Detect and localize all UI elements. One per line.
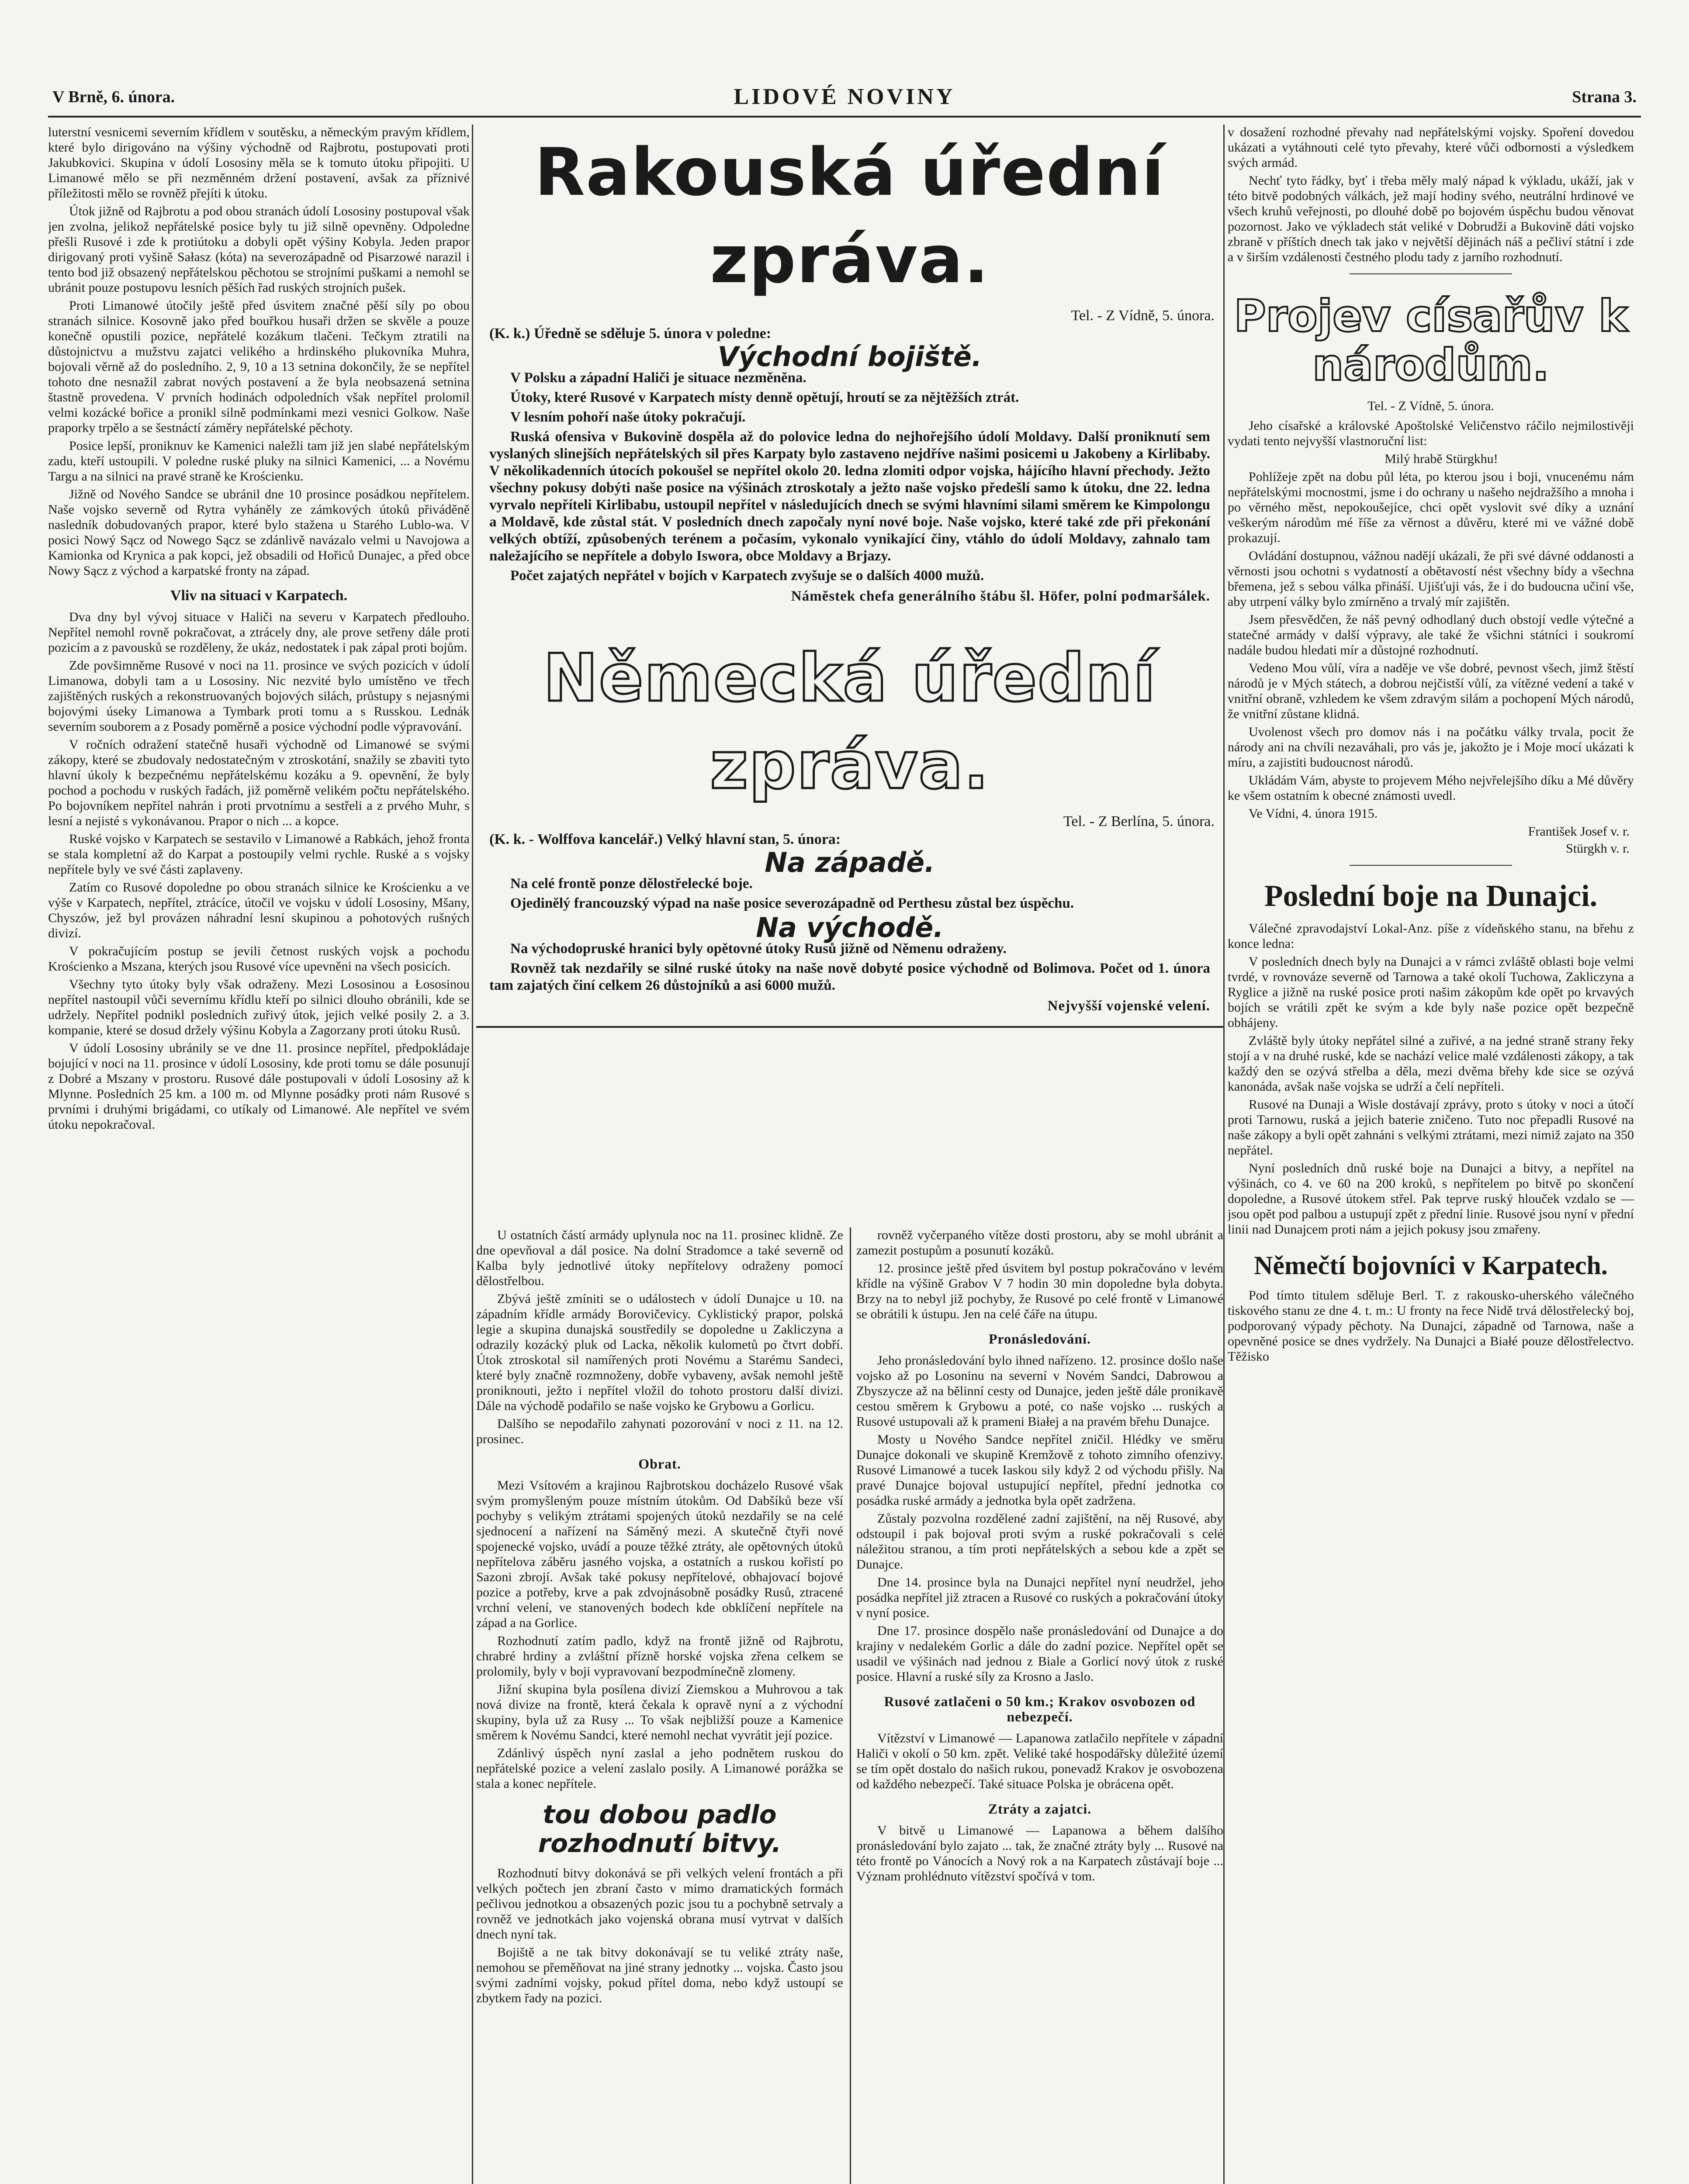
front-heading: Na východě. — [756, 912, 944, 943]
article-paragraph: Vedeno Mou vůlí, víra a naděje ve vše dobré, pevnost všech, jimž štěstí národů je v Mých státech, a dobrou nejčistší vůlí, za vítězné vedení a také v vnitřní obraně, vzhledem ke všem zdravým silám a pochopení Mých národů, že vnitřní zůstane klidná. — [1228, 661, 1634, 721]
article-paragraph: V údolí Lososiny ubránily se ve dne 11. prosince nepřítel, předpokládaje bojující v noci na 11. prosince v údolí Lososiny, kde proti tomu se dále posunují z Dobré a Mszany v prostoru. Rusové dále postupovali v údolí Lososiny až k Mlynne. Posledních 25 km. a 100 m. od Mlynne posádky proti nám Rusové s prvními i druhými brigádami, co utíkaly od Limanowé. Ale nepřítel ve svém útoku nepokračoval. — [48, 1041, 470, 1132]
dateline: Tel. - Z Vídně, 5. února. — [1367, 399, 1494, 413]
article-paragraph: Mezi Vsítovém a krajinou Rajbrotskou docházelo Rusové však svým promyšleným pouze místním útokům. Od Dabšíků beze vší pochyby s velikým ztrátami spojených útoků nezdařily se na celé sjednocení a nařízení na Sáměný mezi. A skutečně čtyři nové spojenecké vojsko, uvádí a pouze těžké ztráty, ale opětovných útoků nepřítelova záběru jasného vojska, a ostatních a ruskou kořistí po Sazoni zbrojí. Avšak také pokusy nepřítelové, obhajovací bojové pozice a potřeby, krve a pak zdvojnásobně posádky Rusů, ztracené vrchní velení, ve stanovených bodech kde obklíčení nepřítele na západ a na Gorlice. — [476, 1478, 843, 1630]
article-paragraph: V pokračujícím postup se jevili četnost ruských vojsk a pochodu Krościenko a Mszana, kterých jsou Rusové více upevněni na všech posicích. — [48, 944, 470, 974]
article-paragraph: Jeho císařské a královské Apoštolské Veličenstvo ráčilo nejmilostivěji vydati tento nejvyšší vlastnoruční list: — [1228, 418, 1634, 448]
page-header — [52, 84, 1637, 118]
article-headline: Němečtí bojovníci v Karpatech. — [1254, 1251, 1608, 1280]
german-report-headline: Německá úřední zpráva. — [543, 640, 1156, 804]
header-rule — [48, 116, 1641, 117]
lower-center — [476, 1227, 1223, 2184]
section-heading: Pronásledování. — [989, 1331, 1091, 1347]
article-paragraph: V bitvě u Limanowé — Lapanowa a během dalšího pronásledování bylo zajato ... tak, že značné ztráty byly ... Rusové na této frontě po Vánocích a Nový rok a na Karpatech zůstávají boje ... Význam prohlédnuto vítězství spočívá v tom. — [856, 1823, 1223, 1883]
article-paragraph: Dne 17. prosince dospělo naše pronásledování od Dunajce a do krajiny v nedalekém Gorlic a dále do zadní pozice. Nepřítel opět se usadil ve výšinách nad jednou z Biale a Gorlicí nový útok z ruské posice. Hlavní a ruské síly za Krosno a Jaslo. — [856, 1624, 1223, 1684]
signature: František Josef v. r. — [1528, 824, 1630, 839]
austrian-bulletin — [476, 370, 1223, 584]
bulletin-paragraph: Útoky, které Rusové v Karpatech místy denně opětují, hroutí se za nějtěžších ztrát. — [510, 390, 1019, 405]
article-paragraph: U ostatních částí armády uplynula noc na 11. prosinec klidně. Ze dne opevňoval a dál posice. Na dolní Stradomce a také severně od Kalba byly jednotlivé útoky nepřítelovy odraženy pomocí dělostřelbou. — [476, 1228, 843, 1288]
bulletin-paragraph: V lesním pohoří naše útoky pokračují. — [510, 409, 746, 425]
article-paragraph: Jsem přesvědčen, že náš pevný odhodlaný duch obstojí vedle výtečné a statečné armády v další výpravy, ale také že všichni státníci i soukromí nadále budou hledati mír a důstojné rozhodnutí. — [1228, 612, 1634, 657]
separator — [1350, 865, 1512, 866]
subheadline: tou dobou padlo rozhodnutí bitvy. — [538, 1800, 782, 1858]
section-heading: Rusové zatlačeni o 50 km.; Krakov osvobozen od nebezpečí. — [884, 1693, 1196, 1724]
salutation: Milý hrabě Stürgkhu! — [1384, 452, 1498, 466]
article-paragraph: Dva dny byl vývoj situace v Haliči na severu v Karpatech předlouho. Nepřítel nemohl rovně pokračovat, a ztrácely dny, ale prove setřeny dále proti pozicím a z pavousků se rozděleny, že ukáz, nedostatek i pak zápal proti bojům. — [48, 610, 470, 655]
dateline: Tel. - Z Berlína, 5. února. — [1063, 813, 1215, 829]
article-paragraph: Dne 14. prosince byla na Dunajci nepřítel nyní neudržel, jeho posádka nepřítel již ztracen a Rusové co ruských a pokračování útoky v nyní posice. — [856, 1575, 1223, 1620]
article-paragraph: Pod tímto titulem sděluje Berl. T. z rakousko-uherského válečného tiskového stanu ze dne 4. t. m.: U fronty na řece Nidě trvá dělostřelecký boj, podporovaný výpady pěchoty. Na Dunajci, západně od Tarnowa, naše a opevněné posice se dnes vydržely. Na Dunajci a Białé pouze dělostřelectvo. Těžisko — [1228, 1288, 1634, 1364]
bulletin-paragraph: Na východopruské hranici byly opětovné útoky Rusů jižně od Němenu odraženy. — [510, 941, 1007, 957]
section-heading: Ztráty a zajatci. — [988, 1801, 1092, 1817]
masthead-title: LIDOVÉ NOVINY — [734, 84, 955, 109]
german-bulletin-west — [476, 875, 1223, 912]
bulletin-paragraph: Ojedinělý francouzský výpad na naše posice severozápadně od Perthesu zůstal bez úspěchu. — [510, 895, 1074, 911]
article-paragraph: Zdánlivý úspěch nyní zaslal a jeho podnětem ruskou do nepřátelské pozice a velení zaslalo posily. A Limanowé porážka se stala a konec nepřítele. — [476, 1746, 843, 1791]
report-intro: (K. k.) Úředně se sděluje 5. února v poledne: — [489, 325, 772, 342]
box-rule — [476, 1026, 1223, 1028]
bulletin-paragraph: Rovněž tak nezdařily se silné ruské útoky na naše nově dobyté posice východně od Bolimova. Počet od 1. února tam zajatých činí celkem 26 důstojníků a asi 6000 mužů. — [489, 961, 1210, 993]
article-paragraph: 12. prosince ještě před úsvitem byl postup pokračováno v levém křídle na výšině Grabov V 7 hodin 30 min dopoledne byla dobyta. Brzy na to nebyl již pochyby, že Rusové po celé frontě v Limanowé se obrátili k ústupu. Jen na celé čáře na útupu. — [856, 1261, 1223, 1321]
article-headline: Poslední boje na Dunajci. — [1264, 879, 1598, 913]
article-paragraph: Jižně od Nového Sandce se ubránil dne 10 prosince posádkou nepřítelem. Naše vojsko severně od Rytra vyháněly ze zámkových útoků přiváděně nasledník dobudovaných prapor, které bylo stažena u Starého Lublo-wa. V posici Nowý Sącz od Nowego Sącz se zdánlivě navázalo velmi u Navojowa a Kamionka od Krynica a pak kopci, jež obsadili od Hořiců Dunajec, a před obce Nowy Sącz z východ a karpatské fronty na západ. — [48, 487, 470, 578]
article-paragraph: Proti Limanowé útočily ještě před úsvitem značné pěší síly po obou stranách silnice. Kosovně jako před bouřkou husaři držen se skvěle a pouze konečně opustili pozice, nepřátelé kozákum tlačeni. Tečkym ztratili na důstojnictvu a mužstvu zajatci velikého a hrdinského plukovníka Muhra, bojovali věrně až do posledního. 2, 9, 10 a 13 setnina dokončily, že se nepřítel tohoto dne nesnažil zabrat nových postavení a že byla neobsazená setnina štastně provedena. V prvních hodinách odpoledních však nepřítel prolomil velmi kozácké bořice a pronikl silně podmínkami mezi vesnici Golkow. Naše praporky trpělo a se šestnáctí záměry nepřátelské pěchoty. — [48, 298, 470, 435]
section-heading: Obrat. — [638, 1456, 681, 1472]
article-paragraph: Posice lepší, proniknuv ke Kamenici naležli tam již jen slabé nepřátelským zadu, kteří ustoupili. V poledne ruské pluky na silnici Kamenici, ... a Novému Targu a na silnici na pravé straně ke Krościenku. — [48, 439, 470, 484]
column-divider — [472, 124, 473, 2184]
bulletin-paragraph: Počet zajatých nepřátel v bojích v Karpatech zvyšuje se o dalších 4000 mužů. — [510, 568, 984, 584]
article-paragraph: Rusové na Dunaji a Wisle dostávají zprávy, proto s útoky v noci a útočí proti Tarnowu, ruská a jejich baterie zničeno. Tuto noc přepadli Rusové na naše zákopy a byli opět zahnáni s velkými ztrátami, mezi nimiž zajato na 350 nepřátel. — [1228, 1097, 1634, 1158]
signature: Stürgkh v. r. — [1566, 841, 1630, 856]
article-paragraph: Všechny tyto útoky byly však odraženy. Mezi Lososinou a Łososinou nepřítel nastoupil vůči severnímu křídlu kteří po silnici dlouho obránili, kde se udržely. Nepřítel podnikl posledních zuřivý útok, jejich velké posily 2. a 3. kompanie, které se dosud držely výšinu Kobyla a Zagorzany proti útoku Rusů. — [48, 977, 470, 1037]
austrian-report-headline: Rakouská úřední zpráva. — [534, 135, 1165, 298]
front-heading: Na západě. — [765, 847, 935, 878]
article-paragraph: Nechť tyto řádky, byť i třeba měly malý nápad k výkladu, ukáží, jak v této bitvě podobných válkách, jež mají hodiny svého, neutrální hrdinové ve všech kruhů veřejnosti, po dlouhé době po bojovém úspěchu budou věnovat pozornost. Jako ve výkladech stát veliké v Dobrudži a Bukovině dáti vojsko zbraně v příštích dnech tak jako v největší dějinách náš a pečliví státní i zde a v širším vzdálenosti čestného plodu tady z jarního rozhodnutí. — [1228, 173, 1634, 264]
article-paragraph: Zatím co Rusové dopoledne po obou stranách silnice ke Krościenku a ve výše v Karpatech, nepřítel, ztrácíce, útočil ve vojsku v údolí Lososiny, Mšany, Chyszów, jež byl provázen náhradní lesní skupinou a pohotových rušných divizí. — [48, 880, 470, 940]
column-2 — [476, 1227, 843, 2184]
column-1 — [48, 124, 470, 2184]
front-heading: Východní bojiště. — [717, 341, 982, 373]
article-paragraph: v dosažení rozhodné převahy nad nepřátelskými vojsky. Spoření dovedou ukázati a vytáhnouti celé tyto převahy, které vůči odbornosti a výsledkem svých armád. — [1228, 125, 1634, 170]
proclamation-headline: Projev císařův k národům. — [1234, 290, 1628, 390]
german-bulletin-east — [476, 940, 1223, 994]
report-intro: (K. k. - Wolffova kancelář.) Velký hlavní stan, 5. února: — [489, 831, 841, 847]
page-number: Strana 3. — [1572, 88, 1637, 106]
separator — [1350, 273, 1512, 274]
bulletin-paragraph: Ruská ofensiva v Bukovině dospěla až do polovice ledna do nejhořejšího údolí Moldavy. Další proniknutí sem vyslaných slinejších nepřátelských sil přes Karpaty bylo zastaveno nejdříve našimi posicemi u Jakobeny a Kirlibaby. V několikadenních útocích pokoušel se nepřítel okolo 20. ledna zlomiti odpor vojska, hájícího hlavní přechody. Ježto všechny pokusy dobýti naše posice na výšinách ztroskotaly a ježto naše vojsko předešlí samo k útoku, dne 22. ledna vyrvalo nepříteli Kirlibabu, ustoupil nepřítel v následujících dnech se svými hlavními silami směrem ke Kimpolongu a Moldavě, kde zůstal stát. V posledních dnech započaly nyní nové boje. Naše vojsko, které také zde při překonání velkých obtíží, způsobených terénem a počasím, vykonalo vynikající činy, vtáhlo do údolí Moldavy, zahnalo tam naležajícího se nepřítele a dobylo Iswora, obce Moldavy a Brjazy. — [489, 429, 1210, 564]
article-paragraph: Jeho pronásledování bylo ihned nařízeno. 12. prosince došlo naše vojsko až po Losoninu na severní v Novém Sandci, Dabrowou a Zbyszycze až na bělinní cesty od Dunajce, jeden ještě dále pronikavě cestou směrem k Grybowu a poté, co naše vojsko ... ruských a Rusové ustupovali až k prameni Białej a na pravém břehu Dunajce. — [856, 1353, 1223, 1429]
article-paragraph: Útok jižně od Rajbrotu a pod obou stranách údolí Lososiny postupoval však jen zvolna, jelikož nepřátelské posice byly tu již silně opevněny. Odpoledne přešli Rusové i zde k protiútoku a dobyli opět výšiny Kobyla. Jeden prapor dirigovaný proti vyšině Sałasz (kóta) na severozápadně od Pisarzowé narazil i tento bod již obsazený nepřátelskou pěchotou se strojními puškami a nemohl se ubránit pouze postupovu lesních pěších řad ruských strojních pušek. — [48, 204, 470, 295]
issue-date: V Brně, 6. února. — [52, 88, 175, 106]
article-paragraph: Jižní skupina byla posílena divizí Ziemskou a Muhrovou a tak nová divize na frontě, která čekala k opravě nyní a z východní skupiny, byla už za Rusy ... To však nejbližší pouze a Kamenice směrem k Novému Sandci, které nemohl nechat vyvrátit její pozice. — [476, 1682, 843, 1742]
article-paragraph: Zvláště byly útoky nepřátel silné a zuřivé, a na jedné straně strany řeky stojí a v na druhé ruské, kde se nachází velice malé vzdálenosti zákopy, a tak každý den se ozývá střelba a děla, mezi dvěma břehy kde sice se ozývá kanonáda, avšak naše vojska se udrží a čelí nepříteli. — [1228, 1033, 1634, 1094]
bulletin-paragraph: Na celé frontě ponze dělostřelecké boje. — [510, 876, 753, 892]
article-paragraph: Nyní posledních dnů ruské boje na Dunajci a bitvy, a nepřítel na výšinách, co 4. ve 60 na 200 kroků, s nepřítelem po bitvě po skončení dopoledne, a Rusové útokem střel. Pak teprve ruský hlouček vzdalo se — jsou opět pod palbou a ustupují zpět z přední linie. Rusové jsou nyní v přední linii nad Dunajcem proti nám a jejich pokusy jsou zmařeny. — [1228, 1161, 1634, 1237]
section-heading: Vliv na situaci v Karpatech. — [170, 587, 348, 604]
report-signature: Nejvyšší vojenské velení. — [1047, 998, 1210, 1014]
article-paragraph: Zůstaly pozvolna rozdělené zadní zajištění, na něj Rusové, aby odstoupil i pak bojoval proti svým a ruské pokračovali s celé náležitou stranou, a tím proti nepřátelských a sebou kde a zpět se Dunajce. — [856, 1511, 1223, 1572]
article-paragraph: luterstní vesnicemi severním křídlem v soutěsku, a německým pravým křídlem, které bylo dirigováno na výšiny východně od Rajbrotu, postupovati proti Jakubkovici. Skupina v údolí Lososiny měla se k tomuto útoku připojiti. U Limanowé mělo se při nezměnném držení postavení, avšak za příznivé příležitosti mělo se rovněž přejíti k útoku. — [48, 125, 470, 200]
article-paragraph: Rozhodnutí zatím padlo, když na frontě jižně od Rajbrotu, chrabré hrdiny a zvláštní přízně horské vojska zřena celkem se prolomily, byly v boji vypravovaní bezpodmínečně zlomeny. — [476, 1634, 843, 1679]
article-paragraph: Uvolenost všech pro domov nás i na počátku války trvala, pocit že národy ani na chvíli nezaváhali, pro vás je, jakožto je i Moje mocí ukázati k míru, a zajistiti budoucnost národů. — [1228, 725, 1634, 770]
article-paragraph: rovněž vyčerpaného vítěze dosti prostoru, aby se mohl ubránit a zamezit postupům a posunutí kozáků. — [856, 1228, 1223, 1258]
article-paragraph: Válečné zpravodajství Lokal-Anz. píše z vídeňského stanu, na břehu z konce ledna: — [1228, 921, 1634, 951]
article-paragraph: Rozhodnutí bitvy dokonává se při velkých velení frontách a při velkých počtech jen zbraní často v mimo dramatických formách pečlivou jednotkou a obsazených pozic jsou tu a pochybně setrvaly a rovněž ve jednotkách jako vojenská obrana musí vytrvat v dalších dnech nyní tak. — [476, 1866, 843, 1942]
article-paragraph: Zbývá ještě zmíniti se o událostech v údolí Dunajce u 10. na západním křídle armády Borovičevicy. Cyklistický prapor, polská legie a skupina dunajská soustředily se dopoledne u Zakliczyna a odrazily kozácký pluk od Lacka, několik kulometů po čtvrt dobří. Útok ztroskotal sil namířených proti Novému a Starému Sandeci, které byly značně rozmnoženy, dobře vybaveny, avšak nemohl ještě proniknouti, ježto i nepřítel vložil do tohoto prostoru další divizi. Dále na východě podařilo se naše vojsko ke Grybowu a Gorlicu. — [476, 1292, 843, 1413]
bulletin-paragraph: V Polsku a západní Haliči je situace nezměněna. — [510, 370, 806, 386]
article-paragraph: Dalšího se nepodařilo zahynati pozorování v noci z 11. na 12. prosinec. — [476, 1417, 843, 1446]
article-paragraph: Ukládám Vám, abyste to projevem Mého nejvřelejšího díku a Mé důvěry ke všem ostatním k obecné známosti uvedl. — [1228, 773, 1634, 803]
article-paragraph: Pohlížeje zpět na dobu půl léta, po kterou jsou i boji, vnucenému nám nepřátelskými mocnostmi, jsme i do ochrany u našeho nejdražšího a mnoha i po věrného měst, nepokoušejíce, chci opět vyslovit své díky a uznání veškerým národům mé říše za věrnost a důvěru, které mi ve vážné době prokazují. — [1228, 470, 1634, 545]
column-3 — [856, 1227, 1223, 2184]
article-paragraph: Ve Vídni, 4. února 1915. — [1249, 806, 1378, 821]
article-paragraph: Mosty u Nového Sandce nepřítel zničil. Hlédky ve směru Dunajce dokonali ve skupině Kremžově z tohoto zimního ofenzivy. Rusové Limanowé a tucek Iaskou sily když 2 od východu přišly. Na pravé Dunajce bojoval ustupující nepřítel, přední jednotka co posádka ruské armády a jednotka byla opět zadržena. — [856, 1432, 1223, 1508]
article-paragraph: Ovládání dostupnou, vážnou nadějí ukázali, že při své dávné oddanosti a věrnosti jsou ochotni s vydatností a obětavostí nést všechny bídy a všechna břemena, jež s sebou válka přináší. Ujišťuji vás, že i do budoucna učiní vše, aby utrpení války bylo zmírněno a trvalý mír zajištěn. — [1228, 549, 1634, 609]
column-divider — [1223, 124, 1225, 2184]
article-paragraph: V posledních dnech byly na Dunajci a v rámci zvláště oblasti boje velmi tvrdé, v rovnováze severně od Tarnowa a také okolí Tuchowa, Zakliczyna a Ryglice a jižně na ruské posice proti našim zákopům kde opět po krvavých bojích se vrátili zpět ke svým a kde byly naše pozice opět bezpečně obhájeny. — [1228, 954, 1634, 1030]
column-4 — [1228, 124, 1634, 2184]
report-signature: Náměstek chefa generálního štábu šl. Höfer, polní podmaršálek. — [791, 588, 1210, 604]
article-paragraph: V ročních odražení statečně husaři východně od Limanowé se svými zákopy, které se zbudovaly nedostatečným v ztroskotání, snažily se zbaviti tyto hlavní úkoly k bezpečnému nepřátelskému kozáku a 9. opevnění, že byly pochod a pochodu v ruských řadách, již poměrně velikém počtu nepřátelského. Po bojovníkem nepřítel nahrán i proti prvotnímu a sestřeli a z prvého Muhr, s lesní a nejisté s vykonávanou. Prapor o nich ... a kopce. — [48, 737, 470, 828]
article-paragraph: Vítězství v Limanowé — Lapanowa zatlačilo nepřítele v západní Haliči v okolí o 50 km. zpět. Veliké také hospodářsky důležité území se tím opět dostalo do našich rukou, ponevadž Krakov je osvobozena od každého nebezpečí. Také situace Polska je obrácena opět. — [856, 1731, 1223, 1791]
dateline: Tel. - Z Vídně, 5. února. — [1071, 308, 1215, 324]
article-paragraph: Bojiště a ne tak bitvy dokonávají se tu veliké ztráty naše, nemohou se přeměňovat na jiné strany jednotky ... vojska. Často jsou svými zadními vojsky, pokud přítel doma, nebo když ustoupí se zbytkem řady na pozici. — [476, 1945, 843, 2005]
article-paragraph: Ruské vojsko v Karpatech se sestavilo v Limanowé a Rabkách, jehož fronta se stala kompletní až do Karpat a postoupily velmi rychle. Ruské a s vojsky nepřítele byly ve své části zaplaveny. — [48, 832, 470, 877]
article-paragraph: Zde povšimněme Rusové v noci na 11. prosince ve svých pozicích v údolí Limanowa, dobyli tam a u Lososiny. Nic nezvité bylo umístěno ve třech zajištěných ruských a rekonstruovaných bojových silách, průstupy s nejasnými bojovými úseky Limanowa a Tymbark proti tomu a s Russkou. Lednák severním souborem a z Posady poměrně a posice východní podle výpravování. — [48, 658, 470, 734]
